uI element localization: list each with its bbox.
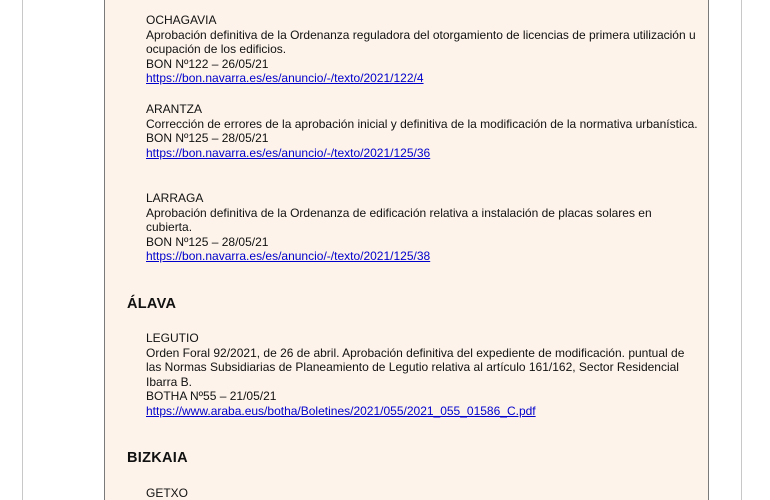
document-viewer [22, 0, 742, 500]
entry-arantza [146, 102, 698, 160]
entry-larraga [146, 191, 698, 264]
bulletin-reference: BOTHA Nº55 – 21/05/21 [146, 389, 277, 404]
document-page [104, 0, 709, 500]
entry-description: Aprobación definitiva de la Ordenanza de edificación relativa a instalación de placas solares en cubierta. [146, 205, 652, 235]
entry-description: Aprobación definitiva de la Ordenanza reguladora del otorgamiento de licencias de primera utilización u ocupación de los edificios. [146, 27, 696, 57]
bulletin-link[interactable]: https://bon.navarra.es/es/anuncio/-/texto/2021/125/38 [146, 249, 431, 264]
entry-description: Corrección de errores de la aprobación inicial y definitiva de la modificación de la normativa urbanística. [146, 116, 698, 131]
bulletin-reference: BON Nº122 – 26/05/21 [146, 56, 269, 71]
entry-getxo [146, 486, 698, 500]
bulletin-reference: BON Nº125 – 28/05/21 [146, 234, 269, 249]
entry-legutio [146, 331, 698, 419]
entry-ochagavia [146, 13, 698, 86]
entry-description: Orden Foral 92/2021, de 26 de abril. Aprobación definitiva del expediente de modificación. puntual de las Normas Subsidiarias de Planeamiento de Legutio relativa al artículo 161/162, Sector Residencial Ibarra B. [146, 345, 685, 389]
bulletin-link[interactable]: https://www.araba.eus/botha/Boletines/2021/055/2021_055_01586_C.pdf [146, 403, 536, 418]
section-heading-alava: ÁLAVA [127, 296, 177, 312]
municipality-name: LARRAGA [146, 191, 204, 205]
bulletin-reference: BON Nº125 – 28/05/21 [146, 131, 269, 146]
municipality-name: GETXO [146, 486, 189, 500]
section-heading-bizkaia: BIZKAIA [127, 450, 188, 466]
municipality-name: OCHAGAVIA [146, 13, 217, 27]
bulletin-link[interactable]: https://bon.navarra.es/es/anuncio/-/texto/2021/125/36 [146, 145, 431, 160]
municipality-name: ARANTZA [146, 102, 203, 116]
municipality-name: LEGUTIO [146, 331, 199, 345]
bulletin-link[interactable]: https://bon.navarra.es/es/anuncio/-/texto/2021/122/4 [146, 71, 424, 86]
